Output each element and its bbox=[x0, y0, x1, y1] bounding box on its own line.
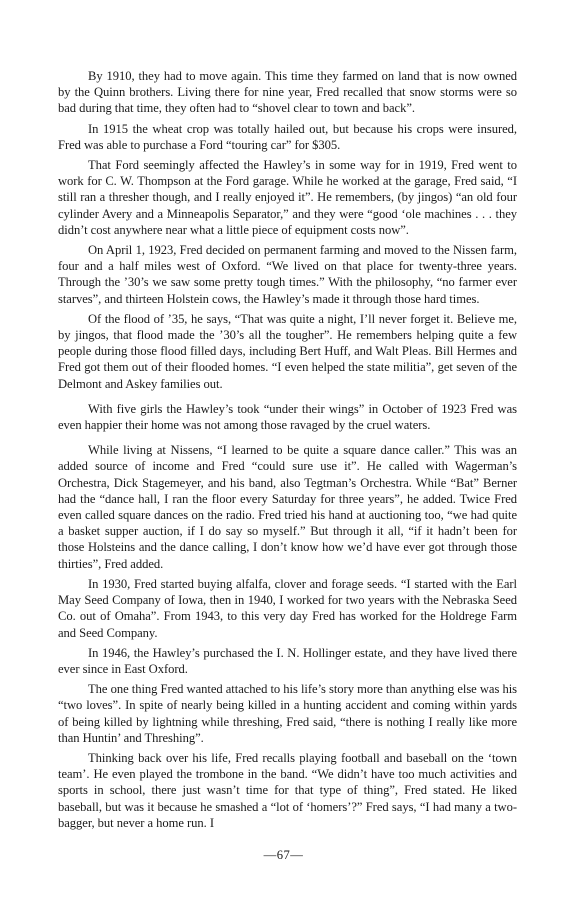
paragraph-town-team: Thinking back over his life, Fred recalls playing football and baseball on the ‘town team’. He even played the trombone in the band. “We didn’t have too much activities and sports in school, there just wasn’t time for that type of thing”, Fred stated. He liked baseball, but was it because he smashed a “lot of ‘homers’?” Fred says, “I had many a two-bagger, but never a home run. I bbox=[58, 750, 517, 830]
paragraph-1910-move: By 1910, they had to move again. This time they farmed on land that is now owned by the Quinn brothers. Living there for nine year, Fred recalled that snow storms were so bad during that time, they often had to “shovel clear to town and back”. bbox=[58, 69, 517, 116]
paragraph-1923-nissen-farm: On April 1, 1923, Fred decided on permanent farming and moved to the Nissen farm, four and a half miles west of Oxford. “We lived on that place for twenty-three years. Through the ’30’s we saw some pretty tough times.” With the philosophy, “no farmer ever starves”, and thirteen Holstein cows, the Hawley’s made it through those hard times. bbox=[58, 243, 517, 306]
paragraph-five-girls: With five girls the Hawley’s took “under their wings” in October of 1923 Fred was even happier their home was not among those ravaged by the cruel waters. bbox=[58, 401, 517, 433]
paragraph-seed-company: In 1930, Fred started buying alfalfa, clover and forage seeds. “I started with the Earl May Seed Company of Iowa, then in 1940, I worked for two years with the Nebraska Seed Co. out of Omaha”. From 1943, to this very day Fred has worked for the Holdrege Farm and Seed Company. bbox=[58, 576, 517, 640]
paragraph-1915-ford: In 1915 the wheat crop was totally hailed out, but because his crops were insured, Fred was able to purchase a Ford “touring car” for $305. bbox=[58, 121, 517, 152]
page-number: —67— bbox=[263, 848, 304, 862]
paragraph-two-loves: The one thing Fred wanted attached to his life’s story more than anything else was his “two loves”. In spite of nearly being killed in a hunting accident and coming within yards of being killed by lightning while threshing, Fred said, “there is nothing I really like more than Huntin’ and Threshing”. bbox=[58, 682, 517, 745]
paragraph-dance-caller: While living at Nissens, “I learned to be quite a square dance caller.” This was an added source of income and Fred “could sure use it”. He called with Wagerman’s Orchestra, Dick Stagemeyer, and his band, also Tegtman’s Orchestra. While “Bat” Berner had the “dance hall, I ran the floor every Saturday for three years”, he added. Twice Fred even called square dances on the radio. Fred tried his hand at auctioning too, “we had quite a basket supper auction, if I do say so myself.” But through it all, “if it hadn’t been for those Holsteins and the dance calling, I don’t know how we’d have ever got through those thirties”, Fred added. bbox=[58, 443, 517, 571]
paragraph-1919-garage: That Ford seemingly affected the Hawley’s in some way for in 1919, Fred went to work for C. W. Thompson at the Ford garage. While he worked at the garage, Fred said, “I still ran a thresher though, and I really enjoyed it”. He remembers, (by jingos) “an old four cylinder Avery and a Minneapolis Separator,” and they were “good ‘ole machines . . . they didn’t cost anywhere near what a little piece of equipment costs now”. bbox=[58, 158, 517, 237]
paragraph-hollinger-estate: In 1946, the Hawley’s purchased the I. N. Hollinger estate, and they have lived there ever since in East Oxford. bbox=[58, 645, 517, 676]
paragraph-flood-1935: Of the flood of ’35, he says, “That was quite a night, I’ll never forget it. Believe me, by jingos, that flood made the ’30’s all the tougher”. He remembers helping quite a few people during those flood filled days, including Bert Huff, and Walt Pleas. Bill Hermes and Fred got them out of their flooded homes. “I even helped the state militia”, get seven of the Delmont and Askey families out. bbox=[58, 311, 517, 391]
